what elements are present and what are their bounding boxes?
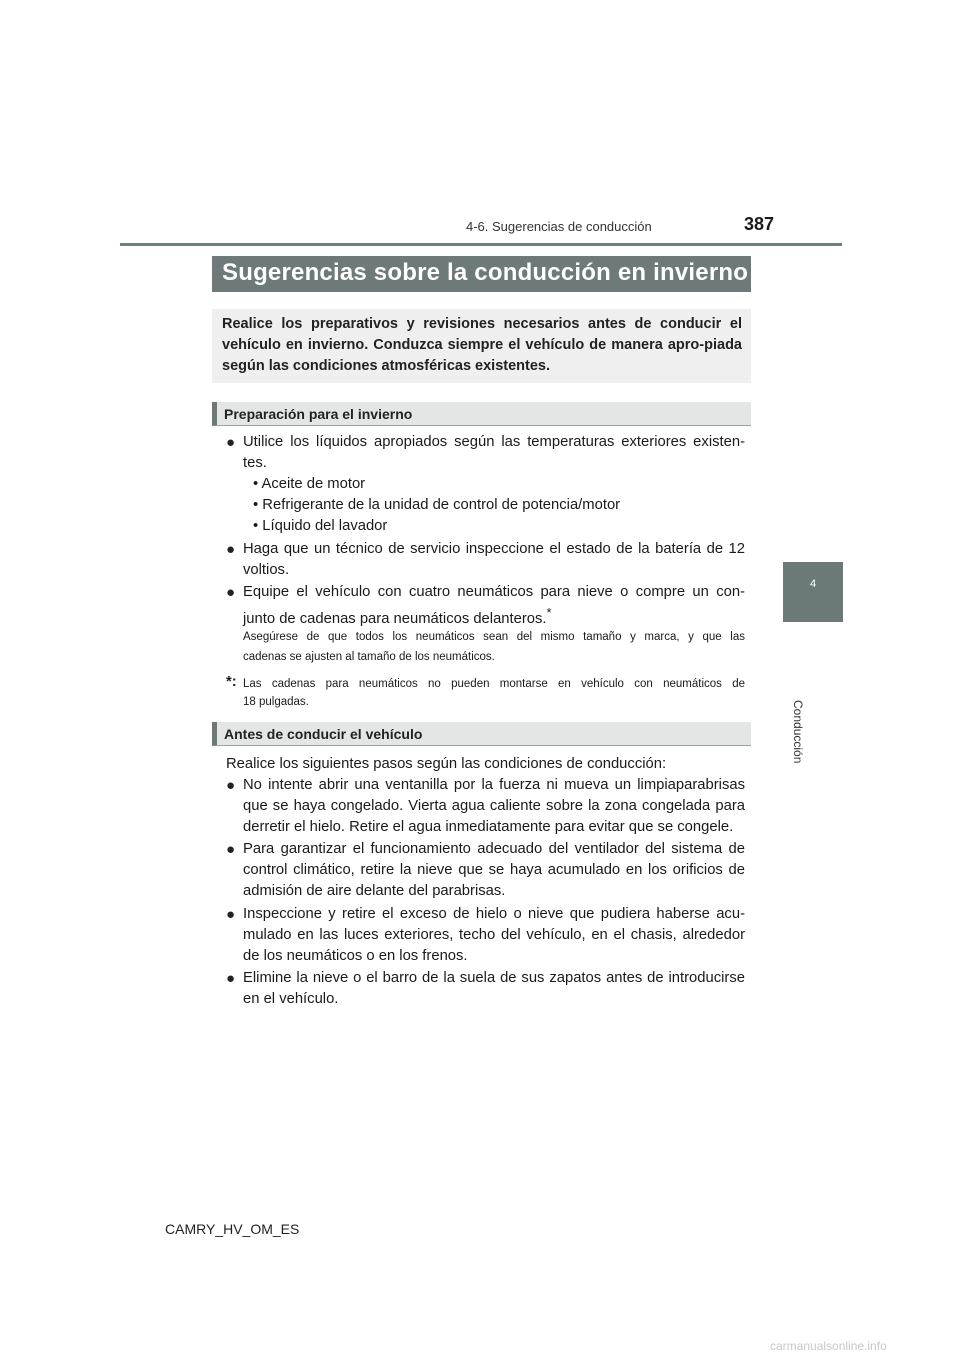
bullet-text: No intente abrir una ventanilla por la fuerza ni mueva un limpiaparabrisas — [243, 777, 745, 793]
bullet-text: Haga que un técnico de servicio inspeccione el estado de la batería de 12 — [243, 541, 745, 557]
bullet-text: Utilice los líquidos apropiados según las temperaturas exteriores existen- — [243, 434, 745, 450]
bullet-text: junto de cadenas para neumáticos delanteros.* — [243, 605, 552, 627]
chapter-tab-label: Conducción — [791, 700, 805, 764]
bullet-text: en el vehículo. — [243, 991, 339, 1007]
bullet-text: control climático, retire la nieve que se haya acumulado en los orificios de — [243, 862, 745, 878]
bullet-text: Elimine la nieve o el barro de la suela de sus zapatos antes de introducirse — [243, 970, 745, 986]
intro-text: Realice los preparativos y revisiones necesarios antes de conducir el vehículo en invierno. Conduzca siempre el vehículo de manera apro-piada según las condiciones atmosféricas existentes. — [222, 316, 742, 374]
bullet-icon: ● — [226, 841, 236, 858]
bullet-text: Equipe el vehículo con cuatro neumáticos para nieve o compre un con- — [243, 584, 745, 600]
bullet-text: de los neumáticos o en los frenos. — [243, 948, 468, 964]
bullet-text: Inspeccione y retire el exceso de hielo o nieve que pudiera haberse acu- — [243, 906, 745, 922]
bullet-text: mulado en las luces exteriores, techo del vehículo, en el chasis, alrededor — [243, 927, 745, 943]
sub-item: • Aceite de motor — [253, 476, 366, 492]
bullet-icon: ● — [226, 541, 236, 558]
bullet-icon: ● — [226, 584, 236, 601]
footnote-text: 18 pulgadas. — [243, 696, 309, 708]
page-number: 387 — [744, 214, 775, 234]
asterisk-mark: * — [546, 605, 552, 620]
chapter-tab — [783, 562, 843, 622]
watermark: carmanualsonline.info — [770, 1339, 887, 1353]
footnote-mark: *: — [226, 674, 237, 690]
note-text: Asegúrese de que todos los neumáticos sean del mismo tamaño y marca, y que las — [243, 631, 745, 643]
bullet-text: Para garantizar el funcionamiento adecuado del ventilador del sistema de — [243, 841, 745, 857]
chapter-tab-number: 4 — [809, 578, 817, 590]
note-text: cadenas se ajusten al tamaño de los neumáticos. — [243, 651, 495, 663]
bullet-icon: ● — [226, 777, 236, 794]
section-heading-preparation: Preparación para el invierno — [224, 406, 413, 422]
lead-text: Realice los siguientes pasos según las condiciones de conducción: — [226, 756, 667, 772]
footnote-text: Las cadenas para neumáticos no pueden montarse en vehículo con neumáticos de — [243, 678, 745, 690]
sub-item: • Líquido del lavador — [253, 518, 388, 534]
bullet-icon: ● — [226, 434, 236, 451]
bullet-text: tes. — [243, 455, 267, 471]
bullet-icon: ● — [226, 906, 236, 923]
bullet-text: derretir el hielo. Retire el agua inmediatamente para evitar que se congele. — [243, 819, 734, 835]
page-title: Sugerencias sobre la conducción en invierno — [222, 259, 749, 286]
bullet-text: voltios. — [243, 562, 290, 578]
bullet-text: que se haya congelado. Vierta agua caliente sobre la zona congelada para — [243, 798, 745, 814]
section-heading-before-driving: Antes de conducir el vehículo — [224, 726, 423, 742]
header-divider — [120, 243, 842, 246]
sub-item: • Refrigerante de la unidad de control de potencia/motor — [253, 497, 621, 513]
document-code: CAMRY_HV_OM_ES — [165, 1221, 300, 1237]
bullet-icon: ● — [226, 970, 236, 987]
bullet-text: admisión de aire delante del parabrisas. — [243, 883, 506, 899]
running-header-section: 4-6. Sugerencias de conducción — [466, 219, 652, 234]
